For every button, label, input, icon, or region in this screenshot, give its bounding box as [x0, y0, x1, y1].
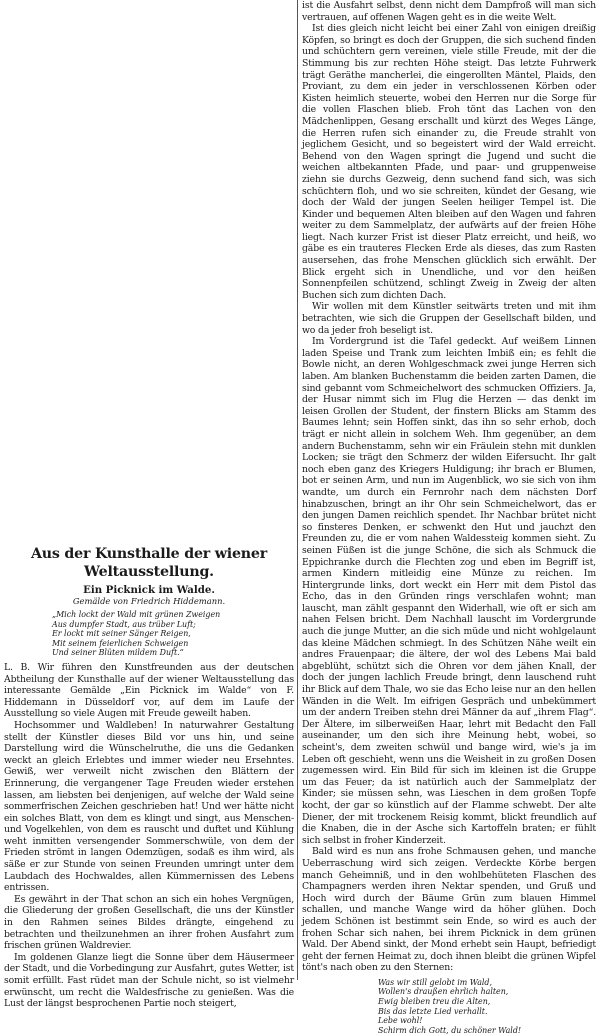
poem-line: Ewig bleiben treu die Alten,	[378, 997, 491, 1007]
left-column	[4, 0, 294, 1010]
article-paragraph: Im goldenen Glanze liegt die Sonne über dem Häusermeer der Stadt, und die Vorbedingung zur Ausfahrt, gutes Wetter, ist somit erfüllt. Fast rüdet man der Schule nicht, so ist vielmehr erwünscht, um recht die Waldesfrische zu genießen. Was die Lust der längst besprochenen Partie noch steigert,	[4, 951, 294, 1010]
article-subtitle: Ein Picknick im Walde.	[83, 584, 215, 596]
poem-line: Bis das letzte Lied verhallt.	[378, 1006, 488, 1016]
poem-line: Lebe wohl!	[378, 1016, 423, 1026]
closing-poem	[378, 978, 596, 1035]
article-headline: Aus der Kunsthalle der wiener Weltausstellung.	[30, 546, 268, 580]
poem-line: Er lockt mit seiner Sänger Reigen,	[52, 629, 191, 639]
poem-line: „Mich lockt der Wald mit grünen Zweigen	[52, 610, 221, 619]
poem-line: Schirm dich Gott, du schöner Wald!	[378, 1025, 522, 1035]
poem-line: Und seiner Blüten mildem Duft.“	[52, 648, 184, 658]
article-byline: Gemälde von Friedrich Hiddemann.	[72, 596, 226, 606]
poem-line: Aus dumpfer Stadt, aus trüber Luft;	[52, 619, 196, 629]
article-start	[4, 545, 294, 1010]
column-divider	[297, 0, 298, 980]
article-paragraph: Es gewährt in der That schon an sich ein hohes Vergnügen, die Gliederung der großen Gesellschaft, die uns der Künstler in den Rahmen seines Bildes drängte, eingehend zu betrachten und theilzunehmen an ihrer frohen Ausfahrt zum frischen grünen Waldrevier.	[4, 893, 294, 952]
article-paragraph: Im Vordergrund ist die Tafel gedeckt. Auf weißem Linnen laden Speise und Trank zum leichten Imbiß ein; es fehlt die Bowle nicht, an deren Wohlgeschmack zwei junge Herren sich laben. Am blanken Buchenstamm die beiden zarten Damen, die sind gebannt vom Schmeichelwort des schmucken Offiziers. Ja, der Husar nimmt sich im Flug die Herzen — das denkt im leisen Grollen der Student, der finstern Blicks am Stamm des Baumes lehnt; sein Hoffen sinkt, das ihn so sehr erhob, doch trägt er nicht allein in solchem Weh. Ihm gegenüber, an dem andern Buchenstamm, sehn wir ein Fräulein stehn mit dunklen Locken; sie trägt den Schmerz der wilden Eifersucht. Ihr galt noch eben ganz des Kriegers Huldigung; ihr brach er Blumen, bot er seinen Arm, und nun im Augenblick, wo sie sich von ihm wandte, um durch ein Fernrohr nach dem nächsten Dorf hinabzuschen, bringt an ihr Ohr sein Schmeichelwort, das er den jungen Damen reichlich spendet. Ihr Nachbar brütet nicht so finsteres Denken, er schwenkt den Hut und jauchzt den Freunden zu, die er vom nahen Waldessteig kommen sieht. Zu seinen Füßen ist die junge Schöne, die sich als Schmuck die Eppichranke durch die Flechten zog und eben im Begriff ist, armen Kindern mitleidig eine Münze zu reichen. Im Hintergrunde links, dort weckt ein Herr mit dem Pistol das Echo, das in den Gründen rings verschlafen wohnt; man lauscht, man zählt gespannt den Widerhall, wie oft er sich am nahen Felsen bricht. Dem Nachhall lauscht im Vordergrunde auch die junge Mutter, an die sich müde und nicht wohlgelaunt das kleine Mädchen schmiegt. In des Schützen Nähe weilt ein andres Frauenpaar; die ältere, der wol des Lebens Mai bald abgeblüht, schützt sich die Ohren vor dem jähen Knall, der doch der jungen lachlich Freude bringt, denn lauschend ruht ihr Blick auf dem Thale, wo sie das Echo leise nur an den hellen Wänden in die Welt. Im eifrigen Gespräch und unbekümmert um der andern Treiben stehn drei Männer da auf „ihrem Flag“. Der Ältere, im silberweißen Haar, lehrt mit Bedacht den Fall auseinander, um den sich ihre Meinung hebt, wobei, so scheint's, dem zweiten schwül und bange wird, wie's ja im Leben oft geschieht, wenn uns die Weisheit in zu großen Dosen zugemessen wird. Ein Bild für sich im kleinen ist die Gruppe um das Feuer; da ist natürlich auch der Sammelplatz der Kinder; sie müssen sehn, was Lieschen in dem großen Topfe kocht, der gar so künstlich auf der Flamme schwebt. Der alte Diener, der mit trockenem Reisig kommt, blickt freundlich auf die Knaben, die in der Asche sich Kartoffeln braten; er fühlt sich selbst in froher Kinderzeit.	[302, 336, 596, 846]
poem-line: Wollen's draußen ehrlich halten,	[378, 987, 509, 997]
opening-poem	[52, 610, 294, 658]
right-column	[302, 0, 596, 1035]
article-paragraph: Ist dies gleich nicht leicht bei einer Zahl von einigen dreißig Köpfen, so bringt es doch der Gruppen, die sich suchend finden und schüchtern gern vereinen, viele stille Freude, mit der die Stimmung bis zur rechten Höhe steigt. Das letzte Fuhrwerk trägt Geräthe mancherlei, die eingerollten Mäntel, Plaids, den Proviant, zu dem ein jeder in verschlossenen Körben oder Kisten heimlich steuerte, wobei den Herren nur die Sorge für die vollen Flaschen blieb. Froh tönt das Lachen von den Mädchenlippen, Gesang erschallt und kürzt des Weges Länge, die Herren rufen sich einander zu, die Freude strahlt von jeglichem Gesicht, und so begeistert wird der Wald erreicht. Behend von den Wagen springt die Jugend und sucht die weichen altbekannten Pfade, und paar- und gruppenweise ziehn sie durchs Gezweig, denn suchend fand sich, was sich schüchtern floh, und wo sie schreiten, kündet der Gesang, wie doch der Wald der jungen Seelen heiliger Tempel ist. Die Kinder und bequemen Alten bleiben auf den Wagen und fahren weiter zu dem Sammelplatz, der aufwärts auf der freien Höhe liegt. Nach kurzer Frist ist dieser Platz erreicht, und heiß, wo gäbe es ein trauteres Flecken Erde als dieses, das zum Rasten ausersehen, das frohe Menschen glücklich sich erwählt. Der Blick ergeht sich in Unendliche, und vor den heißen Sonnenpfeilen schützend, schlingt Zweig in Zweig der alten Buchen sich zum dichten Dach.	[302, 23, 596, 301]
article-paragraph: L. B. Wir führen den Kunstfreunden aus der deutschen Abtheilung der Kunsthalle auf der wiener Weltausstellung das interessante Gemälde „Ein Picknick im Walde“ von F. Hiddemann in Düsseldorf vor, auf dem im Laufe der Ausstellung so viele Augen mit Freude geweilt haben.	[4, 661, 294, 720]
poem-line: Mit seinem feierlichen Schweigen	[52, 638, 189, 648]
article-paragraph: Hochsommer und Waldleben! In naturwahrer Gestaltung stellt der Künstler dieses Bild vor uns hin, und seine Darstellung wird die Wünschelruthe, die uns die Gedanken weckt an gleich Erlebtes und immer wieder neu Ersehntes. Gewiß, wer verweilt nicht zwischen den Blättern der Erinnerung, die vergangener Tage Freuden wieder erstehen lassen, am liebsten bei denjenigen, auf welche der Wald seine sommerfrischen Zeichen geschrieben hat! Und wer hätte nicht ein solches Blatt, von dem es klingt und singt, aus Menschen- und Vogelkehlen, von dem es rauscht und duftet und Kühlung weht inmitten versengender Sommerschwüle, von dem der Frieden strömt in langen Odemzügen, sodaß es ihm wird, als säße er zur Stunde von seinen Freunden umringt unter dem Laubdach des Hochwaldes, allen Kümmernissen des Lebens entrissen.	[4, 719, 294, 894]
article-paragraph: Wir wollen mit dem Künstler seitwärts treten und mit ihm betrachten, wie sich die Gruppen der Gesellschaft bilden, und wo da jeder froh beseligt ist.	[302, 301, 596, 336]
article-paragraph: Bald wird es nun ans frohe Schmausen gehen, und manche Ueberraschung wird sich zeigen. Verdeckte Körbe bergen manch Geheimniß, und in den wohlbehüteten Flaschen des Champagners werden ihren Nektar spenden, und Gruß und Hoch wird durch der Bäume Grün zum blauen Himmel schallen, und manche Wange wird da höher glühen. Doch jedem Schönen ist bestimmt sein Ende, so wird es auch der frohen Schar sich nahen, bei ihrem Picknick in dem grünen Wald. Der Abend sinkt, der Mond erhebt sein Haupt, befriedigt geht der fernen Heimat zu, doch ihnen bleibt die grünen Wipfel tönt's nach oben zu den Sternen:	[302, 846, 596, 974]
article-paragraph: ist die Ausfahrt selbst, denn nicht dem Dampfroß will man sich vertrauen, auf offenen Wagen geht es in die weite Welt.	[302, 0, 596, 23]
poem-line: Was wir still gelobt im Wald,	[378, 977, 492, 987]
